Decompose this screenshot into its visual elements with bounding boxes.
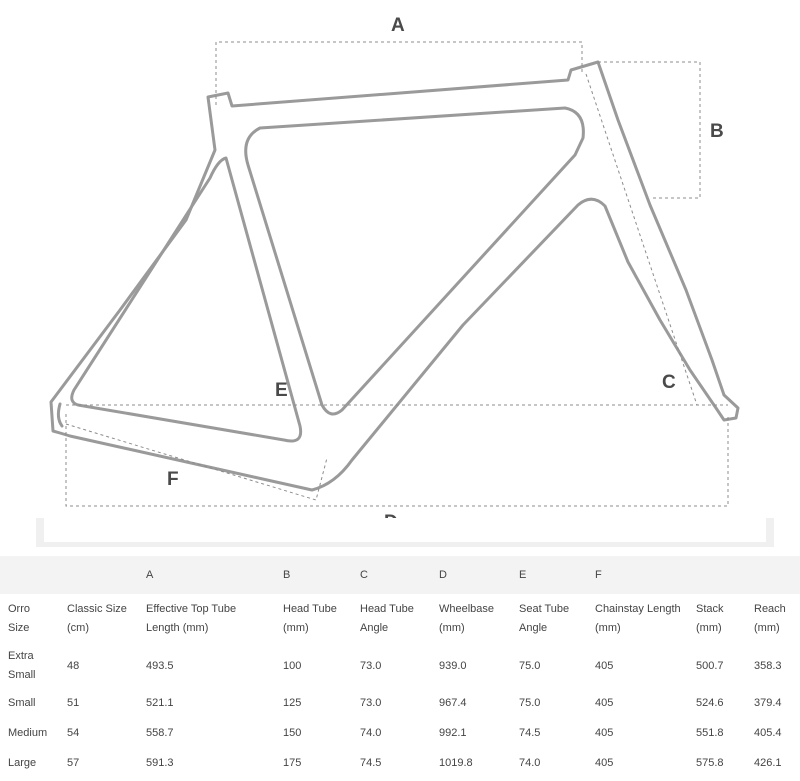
table-cell: 73.0	[360, 659, 382, 672]
table-cell: 74.5	[519, 726, 541, 739]
table-cell: 54	[67, 726, 80, 739]
column-header	[511, 594, 587, 644]
cell-text-line: (cm)	[67, 622, 89, 634]
table-cell: 100	[283, 659, 302, 672]
bike-frame-outline	[51, 62, 738, 490]
table-cell: 591.3	[146, 756, 174, 769]
table-cell: 405	[595, 756, 614, 769]
column-header	[688, 594, 746, 644]
table-cell: 524.6	[696, 696, 724, 709]
cell-text-line: (mm)	[283, 622, 309, 634]
cell-text-line: Reach	[754, 603, 786, 615]
column-header	[0, 594, 59, 644]
column-header	[138, 594, 275, 644]
dimension-letter-cell: B	[275, 556, 352, 594]
column-header	[59, 594, 138, 644]
cell-text-line: (mm)	[696, 622, 722, 634]
table-row	[0, 688, 800, 718]
column-header	[275, 594, 352, 644]
dimension-letter-cell	[746, 556, 800, 594]
dimension-label-b: B	[710, 121, 724, 142]
table-cell: 74.0	[519, 756, 541, 769]
cell-text-line: Orro	[8, 603, 30, 615]
cell-text-line: Chainstay Length	[595, 603, 681, 615]
dimension-label-c: C	[662, 372, 676, 393]
cell-text-line: (mm)	[754, 622, 780, 634]
column-header	[431, 594, 511, 644]
table-cell: 521.1	[146, 696, 174, 709]
cell-text-line: Angle	[519, 622, 548, 634]
dimension-letter-cell: E	[511, 556, 587, 594]
table-cell: 379.4	[754, 696, 782, 709]
table-cell: 558.7	[146, 726, 174, 739]
cell-text-line: Stack	[696, 603, 724, 615]
cell-text-line: Angle	[360, 622, 389, 634]
table-cell: 551.8	[696, 726, 724, 739]
table-cell: 51	[67, 696, 80, 709]
dimension-letter-cell	[688, 556, 746, 594]
table-row	[0, 718, 800, 748]
table-cell: 992.1	[439, 726, 467, 739]
size-name-cell: Small	[8, 696, 36, 709]
table-cell: 967.4	[439, 696, 467, 709]
cell-text-line: Length (mm)	[146, 622, 209, 634]
table-cell: 57	[67, 756, 80, 769]
table-cell: 73.0	[360, 696, 382, 709]
cell-text-line: Size	[8, 622, 30, 634]
size-name-cell: Medium	[8, 726, 48, 739]
table-row	[0, 748, 800, 778]
column-header	[587, 594, 688, 644]
table-cell: 405.4	[754, 726, 782, 739]
dimension-letter-cell: D	[431, 556, 511, 594]
table-cell: 125	[283, 696, 302, 709]
table-cell: 426.1	[754, 756, 782, 769]
table-cell: 75.0	[519, 659, 541, 672]
table-cell: 1019.8	[439, 756, 473, 769]
cell-text-line: Effective Top Tube	[146, 603, 237, 615]
cell-text-line: Head Tube	[360, 603, 414, 615]
cell-text-line: (mm)	[595, 622, 621, 634]
table-cell: 493.5	[146, 659, 174, 672]
dimension-label-a: A	[391, 15, 405, 36]
cell-text-line: Seat Tube	[519, 603, 570, 615]
dimension-letter-row	[0, 556, 800, 594]
table-cell: 358.3	[754, 659, 782, 672]
cell-text-line: Classic Size	[67, 603, 127, 615]
dimension-letter-cell	[0, 556, 59, 594]
wheelbase-bracket-inner	[44, 518, 766, 542]
table-header-row	[0, 594, 800, 644]
dimension-letter-cell: C	[352, 556, 431, 594]
cell-text-line: (mm)	[439, 622, 465, 634]
table-row	[0, 644, 800, 688]
size-name-cell: Large	[8, 756, 37, 769]
table-cell: 48	[67, 659, 80, 672]
geometry-table	[0, 556, 800, 778]
table-cell: 175	[283, 756, 302, 769]
cell-text-line: Small	[8, 669, 36, 681]
table-cell: 150	[283, 726, 302, 739]
table-cell: 75.0	[519, 696, 541, 709]
dimension-letter-cell: A	[138, 556, 275, 594]
table-cell: 575.8	[696, 756, 724, 769]
dimension-label-e: E	[275, 380, 288, 401]
dimension-lines	[66, 42, 728, 506]
table-cell: 939.0	[439, 659, 467, 672]
dimension-letter-cell	[59, 556, 138, 594]
table-cell: 500.7	[696, 659, 724, 672]
dimension-letter-cell: F	[587, 556, 688, 594]
cell-text-line: Extra	[8, 650, 34, 662]
table-cell: 405	[595, 696, 614, 709]
table-cell: 74.5	[360, 756, 382, 769]
column-header	[746, 594, 800, 644]
column-header	[352, 594, 431, 644]
cell-text-line: Head Tube	[283, 603, 337, 615]
dimension-label-f: F	[167, 469, 179, 490]
table-cell: 405	[595, 726, 614, 739]
table-cell: 74.0	[360, 726, 382, 739]
size-name-cell	[0, 644, 59, 688]
table-cell: 405	[595, 659, 614, 672]
cell-text-line: Wheelbase	[439, 603, 495, 615]
